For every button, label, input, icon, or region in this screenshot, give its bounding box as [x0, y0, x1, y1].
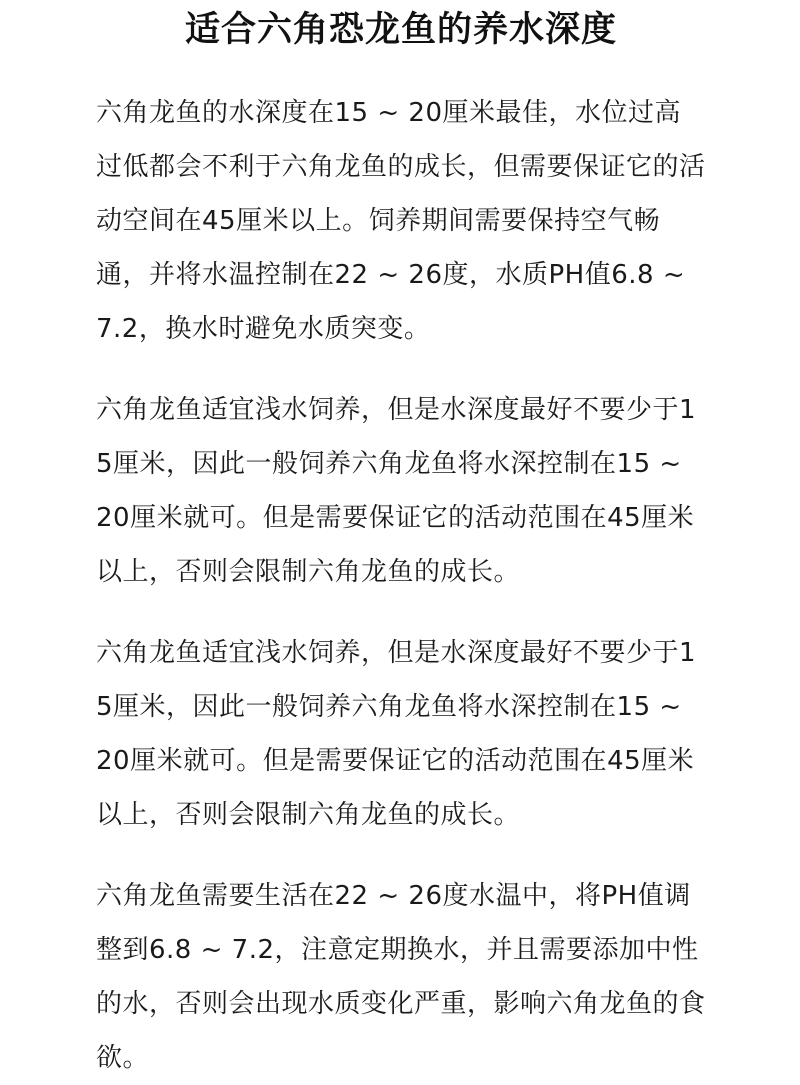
article-paragraph-3: 六角龙鱼适宜浅水饲养，但是水深度最好不要少于15厘米，因此一般饲养六角龙鱼将水深控制在15 ~ 20厘米就可。但是需要保证它的活动范围在45厘米以上，否则会限制六角龙鱼的成长。: [96, 638, 697, 830]
article-paragraph-2: 六角龙鱼适宜浅水饲养，但是水深度最好不要少于15厘米，因此一般饲养六角龙鱼将水深控制在15 ~ 20厘米就可。但是需要保证它的活动范围在45厘米以上，否则会限制六角龙鱼的成长。: [96, 395, 697, 587]
article-paragraph-4: 六角龙鱼需要生活在22 ~ 26度水温中，将PH值调整到6.8 ~ 7.2，注意定期换水，并且需要添加中性的水，否则会出现水质变化严重，影响六角龙鱼的食欲。: [96, 881, 706, 1073]
article-body: [96, 86, 706, 1085]
article-paragraph-1: 六角龙鱼的水深度在15 ~ 20厘米最佳，水位过高过低都会不利于六角龙鱼的成长，但需要保证它的活动空间在45厘米以上。饲养期间需要保持空气畅通，并将水温控制在22 ~ 26度，水质PH值6.8 ~ 7.2，换水时避免水质突变。: [96, 98, 706, 344]
article-title: 适合六角恐龙鱼的养水深度: [184, 10, 617, 50]
